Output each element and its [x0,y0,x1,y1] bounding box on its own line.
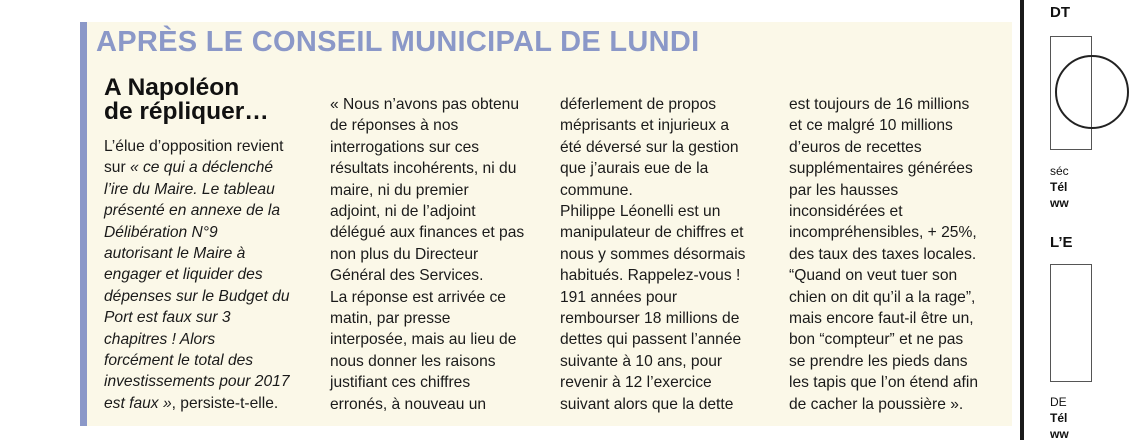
article-line: par les hausses [789,181,899,199]
article-line: interposée, mais au lieu de [330,331,517,349]
article-line: suivante à 10 ans, pour [560,352,723,370]
article-line: des taux des taxes locales. [789,245,977,263]
adjacent-heading-2: L’E [1050,234,1073,251]
article-line: investissements pour 2017 [104,373,290,391]
article-line: 191 années pour [560,288,678,306]
article-line: rembourser 18 millions de [560,310,740,328]
article-line: matin, par presse [330,310,451,328]
article-line: Philippe Léonelli est un [560,203,721,221]
article-line: que j’aurais eue de la [560,160,709,178]
article-line: l’ire du Maire. Le tableau [104,180,275,198]
article-line: nous y sommes désormais [560,245,746,263]
article-line: résultats incohérents, ni du [330,160,517,178]
adjacent-text: séc [1050,164,1069,178]
article-line: “Quand on veut tuer son [789,267,958,285]
article-line: interrogations sur ces [330,138,480,156]
article-line: et ce malgré 10 millions [789,117,953,135]
article-line: manipulateur de chiffres et [560,224,744,242]
article-line: méprisants et injurieux a [560,117,730,135]
article-line: Général des Services. [330,267,484,285]
article-line: d’euros de recettes [789,138,922,156]
article-line: dépenses sur le Budget du [104,287,290,305]
article-line: bon “compteur” et ne pas [789,331,964,349]
article-line: autorisant le Maire à [104,245,246,263]
article-line: est toujours de 16 millions [789,96,970,113]
article-line: justifiant ces chiffres [330,374,471,392]
article-line: suivant alors que la dette [560,395,734,413]
adjacent-text-2: DE [1050,395,1067,409]
article-line: est faux », persiste-t-elle. [104,394,279,412]
headline: APRÈS LE CONSEIL MUNICIPAL DE LUNDI [96,26,700,58]
article-line: se prendre les pieds dans [789,352,968,370]
article-line: sur « ce qui a déclenché [104,159,274,177]
article-line: engager et liquider des [104,266,263,284]
article-line: Port est faux sur 3 [104,309,231,327]
adjacent-web-2: ww [1050,427,1069,441]
article-line: habitués. Rappelez-vous ! [560,267,741,285]
article-line: erronés, à nouveau un [330,395,487,413]
adjacent-image-box [1050,36,1092,150]
article-line: inconsidérées et [789,203,903,221]
article-line: été déversé sur la gestion [560,138,739,156]
article-line: nous donner les raisons [330,352,496,370]
subheading-line: A Napoléon [104,74,240,101]
article-line: maire, ni du premier [330,181,469,199]
article-column-1 [104,136,316,414]
article-line: présenté en annexe de la [104,202,281,220]
article-line: de réponses à nos [330,117,459,135]
article-line: les tapis que l’on étend afin [789,374,978,392]
seal-image [1055,55,1129,129]
subheading [104,76,269,124]
article-line: chapitres ! Alors [104,330,216,348]
article-line: commune. [560,181,633,199]
article-line: mais encore faut-il être un, [789,310,974,328]
article-line: de cacher la poussière ». [789,395,964,413]
adjacent-phone-2: Tél [1050,411,1068,425]
adjacent-phone: Tél [1050,180,1068,194]
adjacent-web: ww [1050,196,1069,210]
article-column-4 [789,94,1001,415]
article-line: déferlement de propos [560,96,717,113]
accent-rule [80,22,87,426]
article-line: supplémentaires générées [789,160,973,178]
adjacent-image-box-2 [1050,264,1092,382]
article-line: Délibération N°9 [104,223,218,241]
article-column-3 [560,94,772,415]
adjacent-article-strip [1020,0,1071,440]
article-line: La réponse est arrivée ce [330,288,506,306]
article-line: incompréhensibles, + 25%, [789,224,977,242]
article-line: non plus du Directeur [330,245,479,263]
article-line: dettes qui passent l’année [560,331,742,349]
article-line: adjoint, ni de l’adjoint [330,203,476,221]
article-line: forcément le total des [104,352,254,370]
article-column-2 [330,94,542,415]
article-line: délégué aux finances et pas [330,224,525,242]
adjacent-heading: DT [1050,4,1070,21]
subheading-line: de répliquer… [104,98,269,125]
article-line: revenir à 12 l’exercice [560,374,712,392]
article-line: L’élue d’opposition revient [104,138,284,155]
article-line: « Nous n’avons pas obtenu [330,96,519,113]
article-line: chien on dit qu’il a la rage”, [789,288,976,306]
